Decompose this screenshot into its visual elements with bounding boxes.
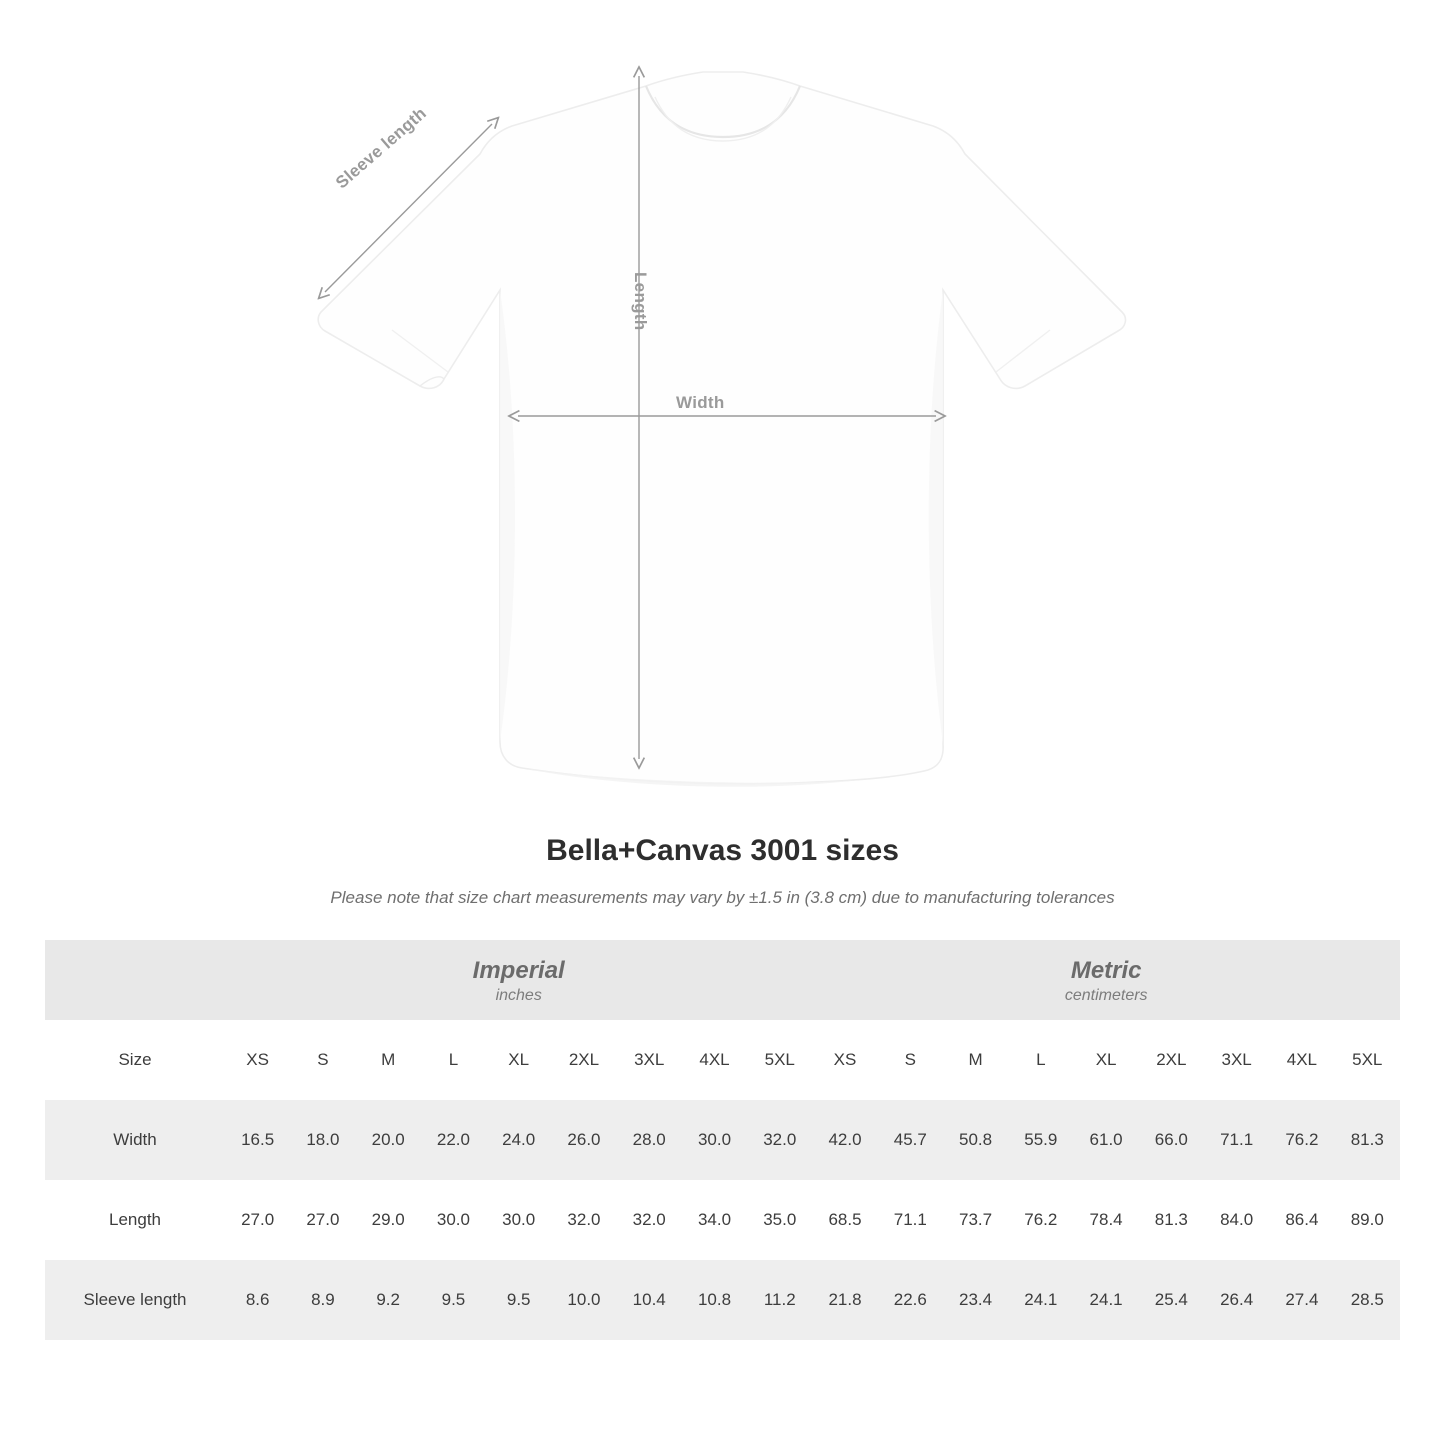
measurement-cell: 76.2 (1008, 1180, 1073, 1260)
imperial-title: Imperial (472, 956, 565, 984)
table-row (45, 1260, 1400, 1340)
metric-subtitle: centimeters (1064, 987, 1148, 1005)
imperial-unit-group (225, 940, 812, 1020)
size-column-header: 3XL (617, 1020, 682, 1100)
measurement-cell: 50.8 (943, 1100, 1008, 1180)
measurement-cell: 81.3 (1139, 1180, 1204, 1260)
measurement-cell: 20.0 (356, 1100, 421, 1180)
size-column-header: XL (1073, 1020, 1138, 1100)
size-column-header: 5XL (1335, 1020, 1400, 1100)
measurement-cell: 24.1 (1073, 1260, 1138, 1340)
measurement-cell: 8.9 (290, 1260, 355, 1340)
page-title: Bella+Canvas 3001 sizes (546, 834, 899, 867)
measurement-cell: 35.0 (747, 1180, 812, 1260)
chart-heading (0, 834, 1445, 908)
measurement-cell: 21.8 (812, 1260, 877, 1340)
size-column-header: 2XL (551, 1020, 616, 1100)
measurement-cell: 76.2 (1269, 1100, 1334, 1180)
measurement-cell: 22.0 (421, 1100, 486, 1180)
measurement-cell: 71.1 (878, 1180, 943, 1260)
measurement-cell: 18.0 (290, 1100, 355, 1180)
size-header-row (45, 1020, 1400, 1100)
sleeve-length-dimension-label: Sleeve length (332, 103, 431, 193)
measurement-cell: 32.0 (617, 1180, 682, 1260)
size-table (45, 940, 1400, 1340)
metric-unit-group (812, 940, 1400, 1020)
measurement-cell: 32.0 (747, 1100, 812, 1180)
measurement-cell: 86.4 (1269, 1180, 1334, 1260)
measurement-cell: 27.0 (225, 1180, 290, 1260)
measurement-cell: 32.0 (551, 1180, 616, 1260)
measurement-cell: 10.0 (551, 1260, 616, 1340)
measurement-cell: 30.0 (421, 1180, 486, 1260)
measurement-cell: 28.5 (1335, 1260, 1400, 1340)
measurement-row-label: Sleeve length (45, 1260, 225, 1340)
measurement-cell: 9.5 (486, 1260, 551, 1340)
size-table-container (45, 940, 1400, 1340)
measurement-cell: 11.2 (747, 1260, 812, 1340)
size-column-header: XS (225, 1020, 290, 1100)
size-column-header: XS (812, 1020, 877, 1100)
length-dimension-label: Length (631, 272, 650, 331)
measurement-cell: 27.0 (290, 1180, 355, 1260)
measurement-cell: 71.1 (1204, 1100, 1269, 1180)
size-row-label: Size (45, 1020, 225, 1100)
measurement-cell: 66.0 (1139, 1100, 1204, 1180)
table-row (45, 1100, 1400, 1180)
measurement-cell: 78.4 (1073, 1180, 1138, 1260)
measurement-cell: 26.0 (551, 1100, 616, 1180)
measurement-cell: 84.0 (1204, 1180, 1269, 1260)
table-row (45, 1180, 1400, 1260)
measurement-cell: 45.7 (878, 1100, 943, 1180)
measurement-cell: 24.0 (486, 1100, 551, 1180)
measurement-cell: 73.7 (943, 1180, 1008, 1260)
size-column-header: M (356, 1020, 421, 1100)
size-column-header: XL (486, 1020, 551, 1100)
imperial-subtitle: inches (495, 987, 542, 1005)
measurement-cell: 68.5 (812, 1180, 877, 1260)
unit-header-spacer (45, 940, 225, 1020)
unit-header-row (45, 940, 1400, 1020)
measurement-cell: 8.6 (225, 1260, 290, 1340)
measurement-cell: 30.0 (486, 1180, 551, 1260)
size-column-header: 4XL (1269, 1020, 1334, 1100)
measurement-row-label: Width (45, 1100, 225, 1180)
size-column-header: S (878, 1020, 943, 1100)
size-column-header: 3XL (1204, 1020, 1269, 1100)
measurement-cell: 22.6 (878, 1260, 943, 1340)
measurement-cell: 26.4 (1204, 1260, 1269, 1340)
measurement-cell: 10.4 (617, 1260, 682, 1340)
measurement-cell: 89.0 (1335, 1180, 1400, 1260)
measurement-cell: 24.1 (1008, 1260, 1073, 1340)
measurement-cell: 34.0 (682, 1180, 747, 1260)
measurement-cell: 9.5 (421, 1260, 486, 1340)
measurement-cell: 23.4 (943, 1260, 1008, 1340)
size-column-header: M (943, 1020, 1008, 1100)
measurement-cell: 30.0 (682, 1100, 747, 1180)
measurement-cell: 16.5 (225, 1100, 290, 1180)
measurement-cell: 61.0 (1073, 1100, 1138, 1180)
size-column-header: L (421, 1020, 486, 1100)
measurement-cell: 55.9 (1008, 1100, 1073, 1180)
measurement-cell: 25.4 (1139, 1260, 1204, 1340)
measurement-row-label: Length (45, 1180, 225, 1260)
size-column-header: 4XL (682, 1020, 747, 1100)
measurement-cell: 42.0 (812, 1100, 877, 1180)
width-dimension-label: Width (676, 393, 725, 412)
size-column-header: 5XL (747, 1020, 812, 1100)
measurement-cell: 9.2 (356, 1260, 421, 1340)
tolerance-note: Please note that size chart measurements may vary by ±1.5 in (3.8 cm) due to manufacturing tolerances (330, 888, 1115, 907)
measurement-cell: 10.8 (682, 1260, 747, 1340)
size-column-header: 2XL (1139, 1020, 1204, 1100)
measurement-cell: 29.0 (356, 1180, 421, 1260)
measurement-cell: 81.3 (1335, 1100, 1400, 1180)
size-column-header: L (1008, 1020, 1073, 1100)
measurement-cell: 27.4 (1269, 1260, 1334, 1340)
size-column-header: S (290, 1020, 355, 1100)
measurement-cell: 28.0 (617, 1100, 682, 1180)
metric-title: Metric (1070, 956, 1142, 984)
